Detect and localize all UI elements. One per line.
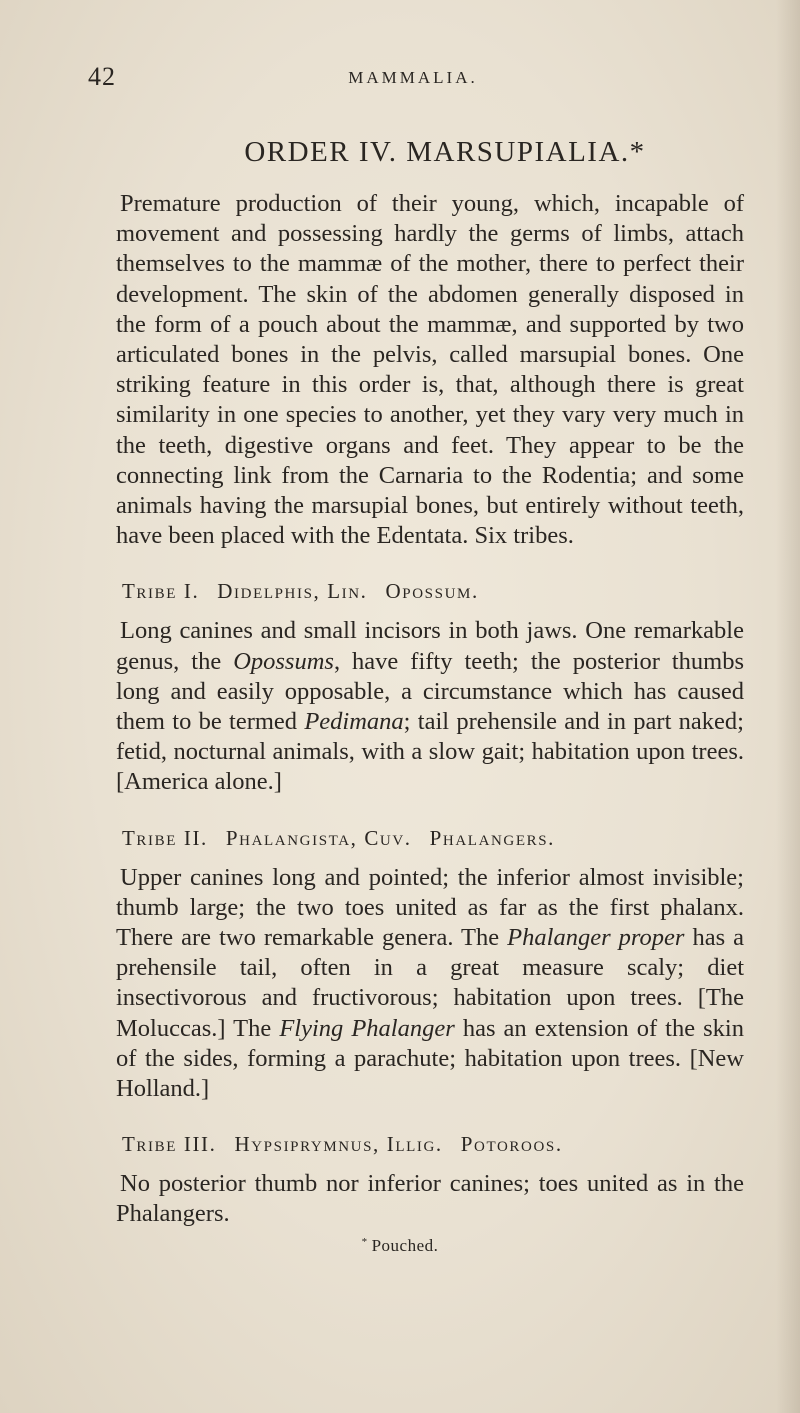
footnote-mark: * [361,1236,368,1248]
tribe-2-text-3: has an extension of the skin of the sides, forming a parachute; habitation upon trees. [New Holland.] [116,1014,744,1103]
tribe-3-number: Tribe III. [122,1132,217,1157]
tribe-1-number: Tribe I. [122,579,200,604]
tribe-2-text-2: has a prehensile tail, often in a great measure scaly; diet insectivorous and fructivorous; habitation upon trees. [The Moluccas.] The [116,924,745,1042]
footnote [0,1236,800,1256]
tribe-3-paragraph: No posterior thumb nor inferior canines; toes united as in the Phalangers. [116,1170,744,1228]
order-intro-paragraph: Premature production of their young, which, incapable of movement and possessing hardly the germs of limbs, attach themselves to the mammæ of the mother, there to perfect their development. The skin of the abdomen generally disposed in the form of a pouch about the mammæ, and supported by two articulated bones in the pelvis, called marsupial bones. One striking feature in this order is, that, although there is great similarity in one species to another, yet they vary very much in the teeth, digestive organs and feet. They appear to be the connecting link from the Carnaria to the Rodentia; and some animals having the marsupial bones, but entirely without teeth, have been placed with the Edentata. Six tribes. [116,190,744,550]
page-edge-shadow [776,0,800,1413]
order-title: ORDER IV. MARSUPIALIA.* [244,136,646,168]
tribe-1-common-name: Opossum. [385,579,479,604]
tribe-3-common-name: Potoroos. [460,1132,563,1157]
page-body [116,136,744,1230]
tribe-1-italic-opossums: Opossums [233,647,334,675]
tribe-3-heading [122,1132,744,1157]
tribe-1-text-1: Long canines and small incisors in both jaws. One remarkable genus, the [116,617,744,675]
page-number: 42 [88,62,116,91]
tribe-2-genus: Phalangista, Cuv. [225,825,412,850]
page-header [88,62,728,96]
footnote-text: Pouched. [371,1236,439,1255]
tribe-1-genus: Didelphis, Lin. [217,579,368,604]
tribe-1-text-2: , have fifty teeth; the posterior thumbs long and easily opposable, a circumstance which has caused them to be termed [116,647,744,736]
tribe-1-text-3: ; tail prehensile and in part naked; fetid, nocturnal animals, with a slow gait; habitation upon trees. [America alone.] [116,708,744,796]
tribe-2-italic-flying-phalanger: Flying Phalanger [279,1014,455,1042]
tribe-1-paragraph [116,616,744,797]
tribe-2-number: Tribe II. [122,825,208,850]
tribe-1-italic-pedimana: Pedimana [304,708,404,736]
running-head: MAMMALIA. [348,68,478,87]
tribe-2-italic-phalanger-proper: Phalanger proper [507,924,685,952]
tribe-2-common-name: Phalangers. [429,825,556,850]
tribe-1-heading [122,579,744,604]
tribe-2-text-1: Upper canines long and pointed; the inferior almost invisible; thumb large; the two toes united as far as the first phalanx. There are two remarkable genera. The [116,863,744,952]
tribe-3-genus: Hypsiprymnus, Illig. [234,1132,443,1157]
tribe-2-paragraph [116,863,744,1105]
tribe-2-heading [122,826,744,851]
